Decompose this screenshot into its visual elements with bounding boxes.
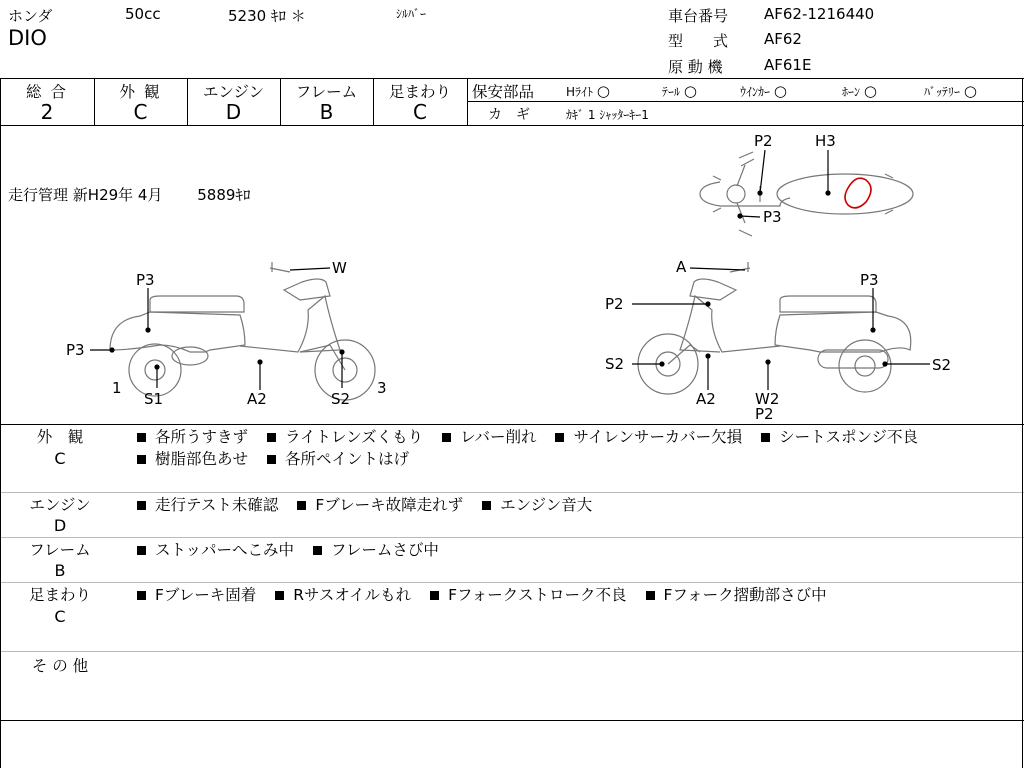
frame-no: AF62-1216440 (764, 5, 875, 23)
divider (0, 424, 1024, 425)
label-left-p3-side: P3 (66, 341, 85, 359)
grade-label: 足まわり (388, 83, 451, 101)
top-view-scooter (700, 152, 913, 236)
condition-label: エンジン (29, 496, 91, 514)
label-left-s1: S1 (144, 390, 164, 408)
mileage-mgmt-label: 走行管理 (8, 186, 69, 204)
label-right-a2: A2 (696, 390, 716, 408)
type-value: AF62 (764, 30, 802, 48)
label-right-w2: W2 (755, 390, 780, 408)
grade-engine (187, 79, 280, 125)
safety-item-winker: ｳｲﾝｶｰ ○ (740, 82, 787, 100)
label-left-p3-top: P3 (136, 271, 155, 289)
safety-item-tail: ﾃｰﾙ ○ (662, 82, 697, 100)
grade-value: C (133, 100, 148, 124)
divider (467, 78, 468, 125)
grade-value: 2 (40, 100, 54, 124)
label-left-a2: A2 (247, 390, 267, 408)
grade-label: 総 合 (26, 83, 68, 101)
safety-label: 保安部品 (472, 83, 535, 101)
label-right-s2-right: S2 (932, 356, 952, 374)
other-label: そ の 他 (31, 657, 89, 675)
divider (0, 537, 1024, 538)
mileage-mgmt-km: 5889ｷﾛ (197, 186, 251, 204)
safety-item-headlight: Hﾗｲﾄ ○ (566, 82, 610, 100)
grade-label: エンジン (202, 83, 265, 101)
engine-label: 原 動 機 (668, 58, 723, 76)
label-right-a: A (676, 258, 687, 276)
label-right-p2: P2 (605, 295, 624, 313)
grade-value: B (319, 100, 334, 124)
engine-value: AF61E (764, 56, 812, 74)
mileage: 5230 ｷﾛ ＊ (228, 7, 306, 25)
label-top-h3: H3 (815, 132, 836, 150)
damage-diagram (0, 126, 1024, 424)
grade-exterior (94, 79, 187, 125)
condition-line: 樹脂部色あせ 各所ペイントはげ (137, 448, 423, 470)
label-right-s2-left: S2 (605, 355, 625, 373)
maker: ホンダ (8, 7, 53, 25)
model-name: DIO (8, 26, 47, 50)
label-right-p2-bottom: P2 (755, 405, 774, 423)
condition-line: 各所うすきず ライトレンズくもり レバー削れ サイレンサーカバー欠損 シートスポンジ不良 (137, 426, 932, 448)
condition-label: 足まわり (28, 586, 91, 604)
grade-label: フレーム (295, 83, 358, 101)
grade-suspension (373, 79, 467, 125)
condition-line: 走行テスト未確認 Fブレーキ故障走れず エンジン音大 (137, 494, 606, 516)
label-left-3: 3 (377, 379, 387, 397)
safety-item-horn: ﾎｰﾝ ○ (842, 82, 877, 100)
divider (0, 492, 1024, 493)
grade-overall (0, 79, 94, 125)
label-top-p3: P3 (763, 208, 782, 226)
grade-frame (280, 79, 373, 125)
condition-exterior (0, 426, 1024, 492)
grade-label: 外 観 (119, 83, 162, 101)
label-left-w: W (332, 259, 347, 277)
condition-grade: C (54, 449, 66, 468)
grade-value: C (413, 100, 427, 124)
mileage-mgmt-date: 新H29年 4月 (72, 186, 163, 204)
condition-grade: B (54, 561, 66, 580)
label-left-1: 1 (112, 379, 122, 397)
color: ｼﾙﾊﾞｰ (396, 7, 427, 21)
key-label: カ ギ (488, 107, 530, 123)
label-top-p2: P2 (754, 132, 773, 150)
condition-engine (0, 494, 1024, 536)
displacement: 50cc (125, 5, 161, 23)
safety-item-battery: ﾊﾞｯﾃﾘｰ ○ (924, 82, 977, 100)
condition-line: ストッパーへこみ中 フレームさび中 (137, 539, 453, 561)
condition-grade: D (53, 516, 67, 535)
divider (0, 651, 1024, 652)
condition-suspension (0, 584, 1024, 650)
damage-mark (845, 178, 871, 208)
condition-line: Fブレーキ固着 Rサスオイルもれ Fフォークストローク不良 Fフォーク摺動部さび中 (137, 584, 841, 606)
divider (0, 720, 1024, 721)
condition-label: フレーム (29, 541, 91, 559)
grade-value: D (225, 100, 242, 124)
label-left-s2: S2 (331, 390, 351, 408)
condition-label: 外 観 (36, 428, 84, 446)
type-label: 型 式 (668, 32, 729, 50)
divider (468, 101, 1024, 102)
condition-grade: C (54, 607, 66, 626)
frame-no-label: 車台番号 (668, 7, 729, 25)
divider (0, 582, 1024, 583)
condition-frame (0, 539, 1024, 581)
key-value: ｶｷﾞ 1 ｼｬｯﾀｰｷｰ1 (566, 108, 649, 122)
label-right-p3: P3 (860, 271, 879, 289)
